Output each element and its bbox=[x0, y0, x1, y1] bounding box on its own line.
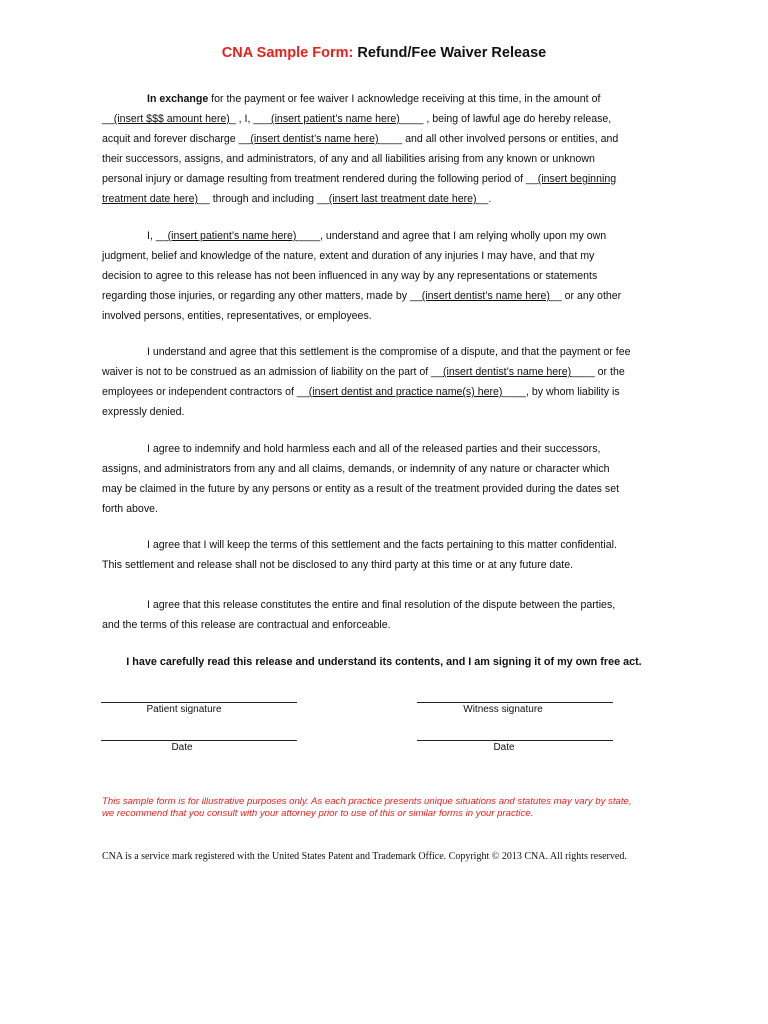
patient-signature-line[interactable] bbox=[101, 702, 297, 703]
field-dentist-name: (insert dentist’s name here) bbox=[442, 366, 572, 378]
field-amount: (insert $$$ amount here) bbox=[113, 113, 230, 125]
witness-signature-line[interactable] bbox=[417, 702, 613, 703]
field-beginning-date: (insert beginning bbox=[537, 173, 617, 185]
field-patient-name: (insert patient’s name here) bbox=[167, 230, 297, 242]
patient-signature-label: Patient signature bbox=[146, 704, 222, 715]
lead-in-exchange: In exchange bbox=[147, 93, 209, 105]
title-main: Refund/Fee Waiver Release bbox=[357, 45, 547, 61]
paragraph-compromise: I understand and agree that this settlement is the compromise of a dispute, and that the payment or fee waiver is not to be construed as an admission of liability on the part of __(insert dentist’s name here)____ or the employees or independent contractors of __(insert dentist and practice name(s) here)____, by whom liability is expressly denied. bbox=[102, 346, 631, 418]
witness-date-line[interactable] bbox=[417, 740, 613, 741]
paragraph-final-resolution: I agree that this release constitutes the entire and final resolution of the dispute between the parties, and the terms of this release are contractual and enforceable. bbox=[102, 599, 616, 631]
field-dentist-name: (insert dentist’s name here) bbox=[421, 290, 550, 302]
disclaimer: This sample form is for illustrative purposes only. As each practice presents unique situations and statutes may vary by state, we recommend that you consult with your attorney prior to use of this or similar forms in your practice. bbox=[102, 796, 632, 819]
field-last-date: (insert last treatment date here) bbox=[328, 193, 477, 205]
page-title bbox=[0, 45, 768, 61]
witness-signature-label: Witness signature bbox=[463, 704, 543, 715]
field-patient-name: (insert patient’s name here) bbox=[271, 113, 400, 125]
patient-date-line[interactable] bbox=[101, 740, 297, 741]
title-prefix: CNA Sample Form: bbox=[221, 45, 354, 61]
witness-date-label: Date bbox=[493, 742, 515, 753]
paragraph-confidential: I agree that I will keep the terms of this settlement and the facts pertaining to this matter confidential. This settlement and release shall not be disclosed to any third party at this time or at any future date. bbox=[102, 539, 617, 571]
paragraph-indemnify: I agree to indemnify and hold harmless each and all of the released parties and their successors, assigns, and administrators from any and all claims, demands, or indemnity of any nature or character which may be claimed in the future by any persons or entity as a result of the treatment provided during the dates set forth above. bbox=[102, 443, 620, 515]
field-practice-name: (insert dentist and practice name(s) here) bbox=[308, 386, 503, 398]
paragraph-reliance: I, __(insert patient’s name here)____, understand and agree that I am relying wholly upon my own judgment, belief and knowledge of the nature, extent and duration of any injuries I may have, and that my decision to agree to this release has not been influenced in any way by any representations or statements regarding those injuries, or regarding any other matters, made by __(insert dentist’s name here)__ or any other involved persons, entities, representatives, or employees. bbox=[102, 230, 622, 322]
paragraph-exchange: In exchange for the payment or fee waiver I acknowledge receiving at this time, in the amount of __(insert $$$ amount here)_ , I, ___(insert patient’s name here)____ , being of lawful age do hereby release, acquit and forever discharge __(insert dentist’s name here)____ and all other involved persons or entities, and their successors, assigns, and administrators, of any and all liabilities arising from any known or unknown personal injury or damage resulting from treatment rendered during the following period of __(insert beginning treatment date here)__ through and including __(insert last treatment date here)__. bbox=[102, 93, 619, 205]
field-dentist-name: (insert dentist’s name here) bbox=[250, 133, 379, 145]
patient-date-label: Date bbox=[171, 742, 193, 753]
acknowledgement-statement: I have carefully read this release and understand its contents, and I am signing it of my own free act. bbox=[126, 656, 642, 668]
copyright-notice: CNA is a service mark registered with the United States Patent and Trademark Office. Copyright © 2013 CNA. All rights reserved. bbox=[102, 851, 627, 862]
